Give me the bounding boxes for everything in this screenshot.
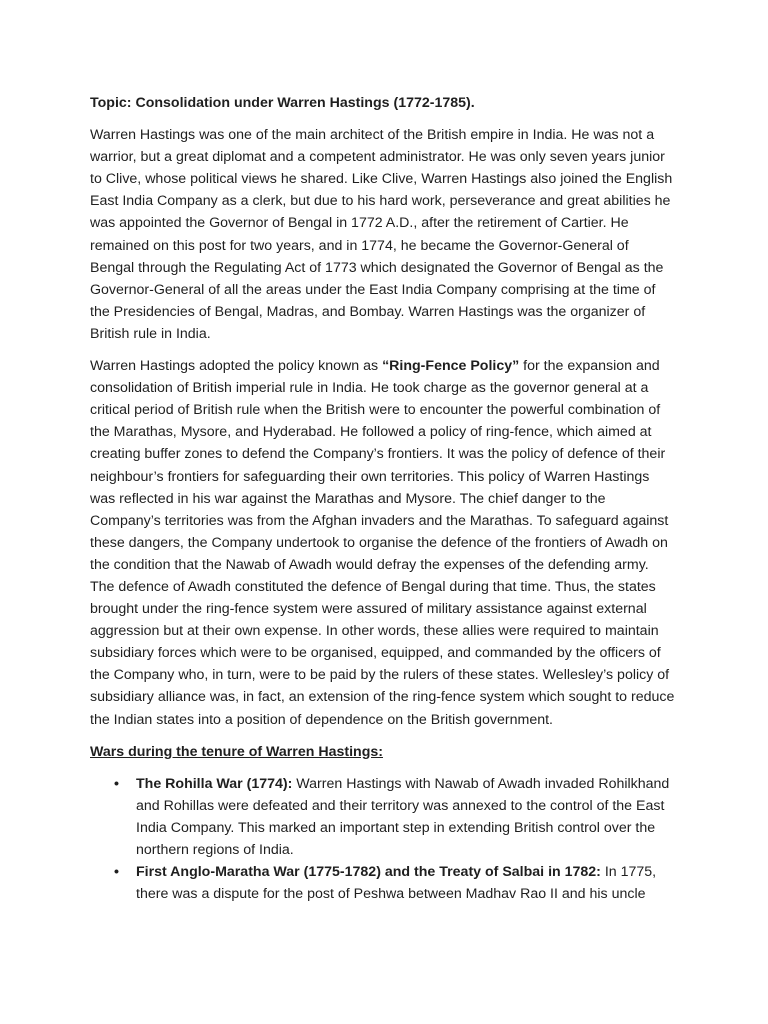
paragraph-ring-fence-prefix: Warren Hastings adopted the policy known as <box>90 358 383 375</box>
bullet-icon: • <box>114 864 119 881</box>
war-title: The Rohilla War (1774): <box>136 775 293 792</box>
ring-fence-policy-term: “Ring-Fence Policy” <box>382 358 520 375</box>
war-description: In 1775, there was a dispute for the post of Peshwa between Madhav Rao II and his uncle <box>136 864 657 903</box>
list-item <box>90 773 676 861</box>
war-title: First Anglo-Maratha War (1775-1782) and the Treaty of Salbai in 1782: <box>136 864 601 881</box>
war-description: Warren Hastings with Nawab of Awadh invaded Rohilkhand and Rohillas were defeated and their territory was annexed to the control of the East India Company. This marked an important step in extending British control over the northern regions of India. <box>136 775 670 858</box>
document-page <box>90 92 676 905</box>
bullet-icon: • <box>114 775 119 792</box>
wars-list <box>90 773 676 906</box>
paragraph-intro <box>90 124 676 345</box>
wars-heading: Wars during the tenure of Warren Hastings: <box>90 743 383 760</box>
paragraph-ring-fence-text: for the expansion and consolidation of British imperial rule in India. He took charge as the governor general at a critical period of British rule when the British were to encounter the powerful combination of the Marathas, Mysore, and Hyderabad. He followed a policy of ring-fence, which aimed at creating buffer zones to defend the Company’s frontiers. It was the policy of defence of their neighbour’s frontiers for safeguarding their own territories. This policy of Warren Hastings was reflected in his war against the Marathas and Mysore. The chief danger to the Company’s territories was from the Afghan invaders and the Marathas. To safeguard against these dangers, the Company undertook to organise the defence of the frontiers of Awadh on the condition that the Nawab of Awadh would defray the expenses of the defending army. The defence of Awadh constituted the defence of Bengal during that time. Thus, the states brought under the ring-fence system were assured of military assistance against external aggression but at their own expense. In other words, these allies were required to maintain subsidiary forces which were to be organised, equipped, and commanded by the officers of the Company who, in turn, were to be paid by the rulers of these states. Wellesley’s policy of subsidiary alliance was, in fact, an extension of the ring-fence system which sought to reduce the Indian states into a position of dependence on the British government. <box>90 358 675 728</box>
document-title: Topic: Consolidation under Warren Hastings (1772-1785). <box>90 95 475 111</box>
paragraph-intro-text: Warren Hastings was one of the main architect of the British empire in India. He was not a warrior, but a great diplomat and a competent administrator. He was only seven years junior to Clive, whose political views he shared. Like Clive, Warren Hastings also joined the English East India Company as a clerk, but due to his hard work, perseverance and great abilities he was appointed the Governor of Bengal in 1772 A.D., after the retirement of Cartier. He remained on this post for two years, and in 1774, he became the Governor-General of Bengal through the Regulating Act of 1773 which designated the Governor of Bengal as the Governor-General of all the areas under the East India Company comprising at the time of the Presidencies of Bengal, Madras, and Bombay. Warren Hastings was the organizer of British rule in India. <box>90 127 673 342</box>
paragraph-ring-fence <box>90 355 676 731</box>
list-item <box>90 861 676 905</box>
